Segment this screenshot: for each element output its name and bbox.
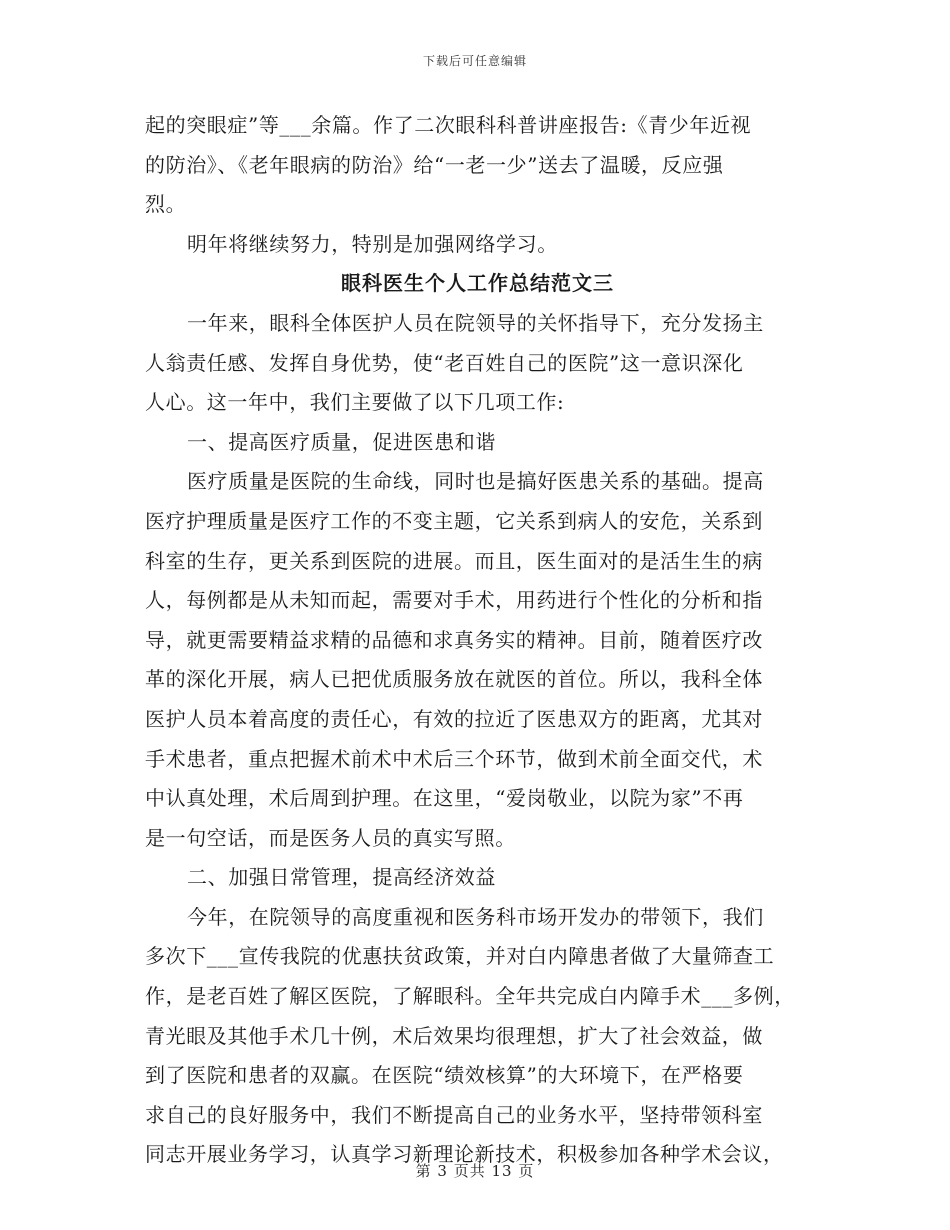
text-line: 医疗护理质量是医疗工作的不变主题，它关系到病人的安危，关系到 [145,508,763,533]
text-line: 作，是老百姓了解区医院，了解眼科。全年共完成白内障手术___多例， [145,984,795,1009]
text-line: 的防治》、《老年眼病的防治》给“一老一少”送去了温暖，反应强 [145,152,724,177]
text-line: 人翁责任感、发挥自身优势，使“老百姓自己的医院”这一意识深化 [145,350,744,375]
text-line: 人，每例都是从未知而起，需要对手术，用药进行个性化的分析和指 [145,588,763,613]
text-line: 中认真处理，术后周到护理。在这里，“爱岗敬业，以院为家”不再 [145,786,744,811]
text-line: 烈。 [145,192,187,217]
page-footer: 第 3 页共 13 页 [415,1162,535,1180]
text-line: 求自己的良好服务中，我们不断提高自己的业务水平，坚持带领科室 [145,1102,763,1127]
subheading: 一、提高医疗质量，促进医患和谐 [187,429,496,454]
text-line: 医护人员本着高度的责任心，有效的拉近了医患双方的距离，尤其对 [145,706,763,731]
text-line: 人心。这一年中，我们主要做了以下几项工作: [145,390,565,415]
text-line: 医疗质量是医院的生命线，同时也是搞好医患关系的基础。提高 [187,469,764,494]
text-line: 明年将继续努力，特别是加强网络学习。 [187,231,558,256]
text-line: 手术患者，重点把握术前术中术后三个环节，做到术前全面交代，术 [145,746,763,771]
text-line: 多次下___宣传我院的优惠扶贫政策，并对白内障患者做了大量筛查工 [145,944,775,969]
text-line: 革的深化开展，病人已把优质服务放在就医的首位。所以，我科全体 [145,667,763,692]
text-line: 今年，在院领导的高度重视和医务科市场开发办的带领下，我们 [187,904,764,929]
subheading: 二、加强日常管理，提高经济效益 [187,865,496,890]
document-body [145,106,810,1175]
text-line: 同志开展业务学习，认真学习新理论新技术，积极参加各种学术会议， [145,1142,784,1167]
text-line: 一年来，眼科全体医护人员在院领导的关怀指导下，充分发扬主 [187,310,764,335]
text-line: 科室的生存，更关系到医院的进展。而且，医生面对的是活生生的病 [145,548,763,573]
text-line: 是一句空话，而是医务人员的真实写照。 [145,825,516,850]
text-line: 到了医院和患者的双赢。在医院“绩效核算”的大环境下，在严格要 [145,1063,744,1088]
text-line: 导，就更需要精益求精的品德和求真务实的精神。目前，随着医疗改 [145,627,763,652]
text-line: 起的突眼症”等___余篇。作了二次眼科科普讲座报告:《青少年近视 [145,113,752,137]
section-title: 眼科医生个人工作总结范文三 [341,271,614,296]
text-line: 青光眼及其他手术几十例，术后效果均很理想，扩大了社会效益，做 [145,1023,763,1048]
page-header: 下载后可任意编辑 [422,54,527,68]
